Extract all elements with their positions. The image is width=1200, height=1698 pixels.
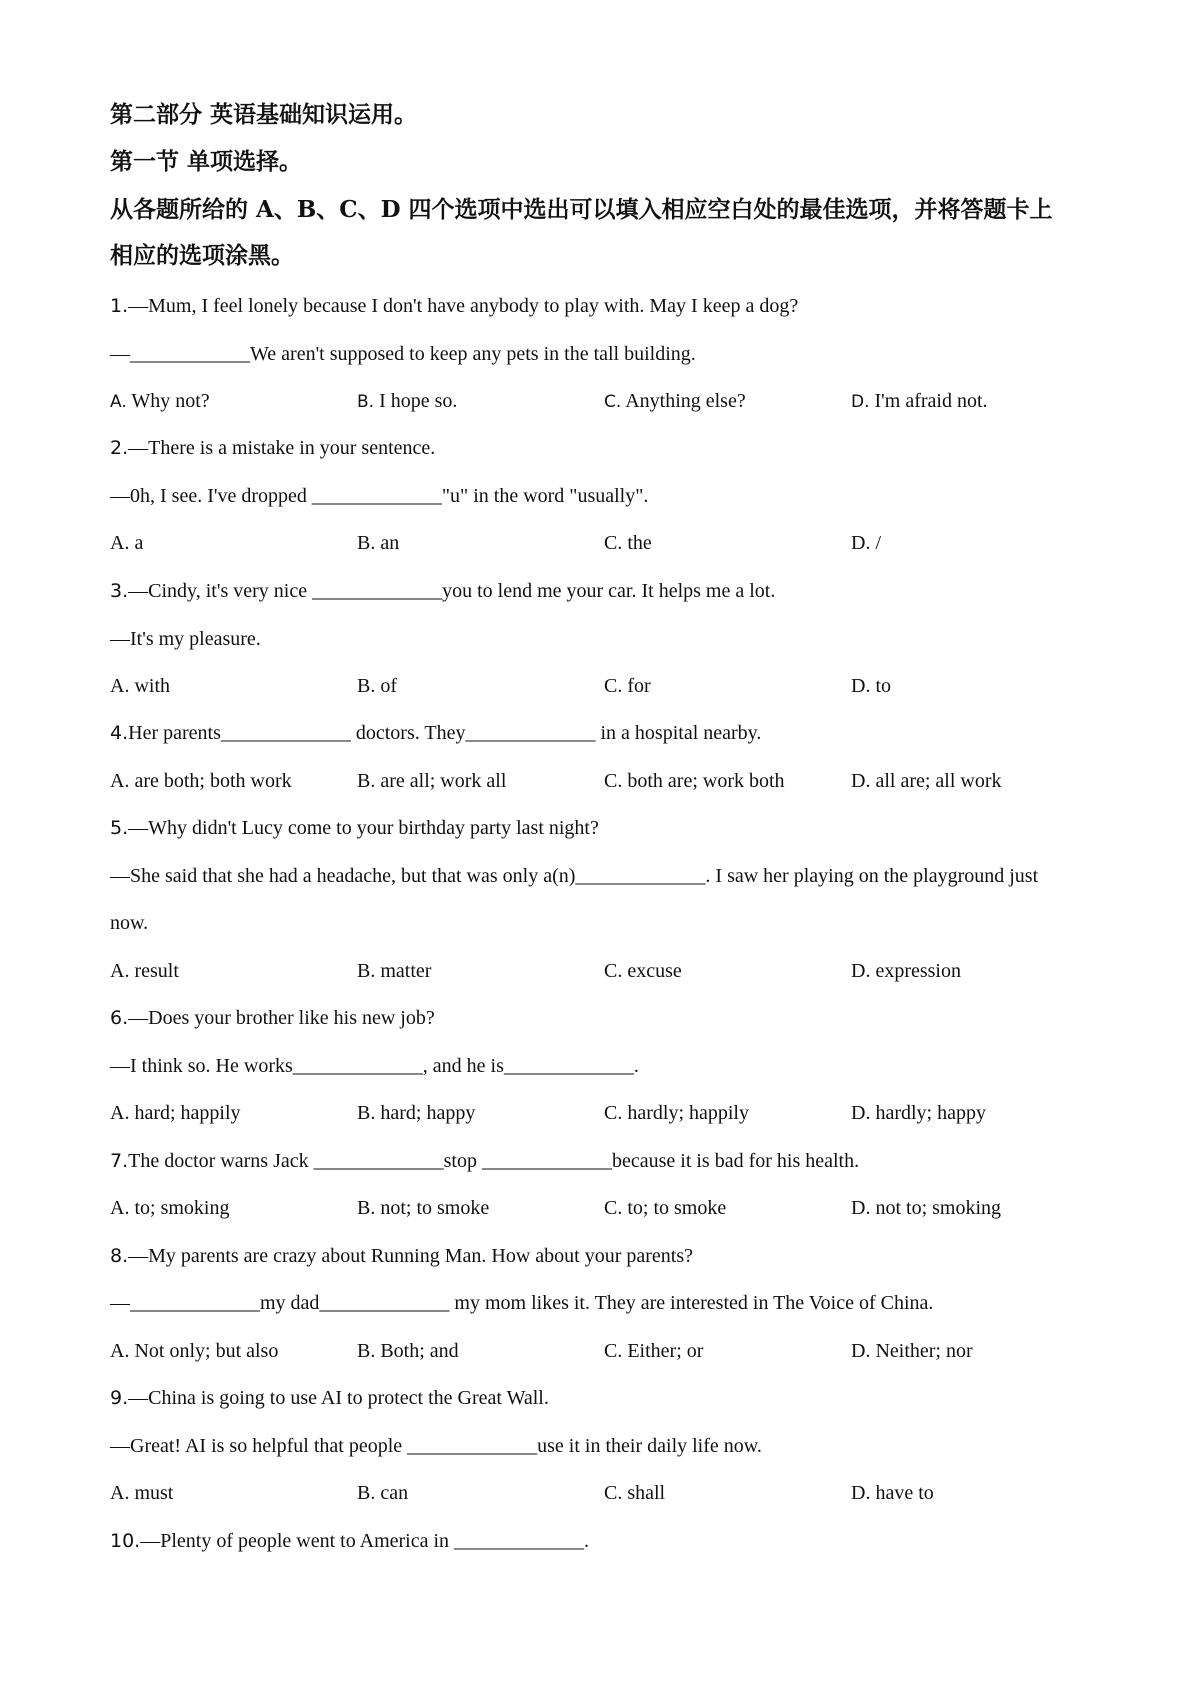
question-1-line-2: —____________We aren't supposed to keep any pets in the tall building.: [110, 343, 696, 365]
question-9-line-1: [110, 1384, 549, 1412]
question-text: —Cindy, it's very nice _____________you to lend me your car. It helps me a lot.: [128, 580, 776, 602]
option-b[interactable]: B. I hope so.: [357, 390, 458, 412]
option-c[interactable]: C. excuse: [604, 960, 682, 982]
option-b[interactable]: B. are all; work all: [357, 770, 507, 792]
option-b[interactable]: B. an: [357, 532, 400, 554]
section-title: 第一节 单项选择。: [110, 149, 303, 175]
question-number: 5.: [110, 817, 129, 839]
question-text: —My parents are crazy about Running Man. How about your parents?: [128, 1245, 693, 1267]
question-6-line-2: —I think so. He works_____________, and he is_____________.: [110, 1055, 639, 1077]
question-3-line-2: —It's my pleasure.: [110, 628, 261, 650]
question-2-line-2: —0h, I see. I've dropped _____________"u" in the word "usually".: [110, 485, 649, 507]
question-5-line-3: now.: [110, 912, 149, 934]
question-text: —Does your brother like his new job?: [128, 1007, 435, 1029]
option-c[interactable]: C. hardly; happily: [604, 1102, 749, 1124]
question-10-line-1: [110, 1527, 589, 1555]
question-number: 1.: [110, 295, 129, 317]
option-d[interactable]: D. Neither; nor: [851, 1340, 973, 1362]
question-number: 10.: [110, 1530, 141, 1552]
option-d[interactable]: D. /: [851, 532, 882, 554]
question-8-line-1: [110, 1242, 693, 1270]
question-number: 6.: [110, 1007, 129, 1029]
part-title: 第二部分 英语基础知识运用。: [110, 102, 418, 128]
option-a[interactable]: A. are both; both work: [110, 770, 292, 792]
instruction-line-1: 从各题所给的 A、B、C、D 四个选项中选出可以填入相应空白处的最佳选项，并将答题卡上: [110, 196, 1053, 223]
option-a[interactable]: A. a: [110, 532, 144, 554]
question-6-line-1: [110, 1004, 435, 1032]
option-c[interactable]: C. to; to smoke: [604, 1197, 727, 1219]
option-a[interactable]: A. Why not?: [110, 390, 210, 412]
question-9-line-2: —Great! AI is so helpful that people _____________use it in their daily life now.: [110, 1435, 762, 1457]
option-c[interactable]: C. the: [604, 532, 652, 554]
option-b[interactable]: B. can: [357, 1482, 409, 1504]
question-number: 7.: [110, 1150, 129, 1172]
option-a[interactable]: A. result: [110, 960, 179, 982]
instruction-line-2: 相应的选项涂黑。: [110, 242, 294, 269]
option-a[interactable]: A. must: [110, 1482, 174, 1504]
question-text: —Mum, I feel lonely because I don't have anybody to play with. May I keep a dog?: [128, 295, 799, 317]
option-b[interactable]: B. of: [357, 675, 398, 697]
question-number: 2.: [110, 437, 129, 459]
question-text: —Plenty of people went to America in _____________.: [140, 1530, 590, 1552]
option-b[interactable]: B. not; to smoke: [357, 1197, 490, 1219]
question-text: —Why didn't Lucy come to your birthday party last night?: [128, 817, 599, 839]
question-text: —China is going to use AI to protect the Great Wall.: [128, 1387, 549, 1409]
option-d[interactable]: D. to: [851, 675, 892, 697]
option-c[interactable]: C. for: [604, 675, 651, 697]
question-number: 8.: [110, 1245, 129, 1267]
question-number: 3.: [110, 580, 129, 602]
question-8-line-2: —_____________my dad_____________ my mom likes it. They are interested in The Voice of China.: [110, 1292, 934, 1314]
question-text: Her parents_____________ doctors. They_____________ in a hospital nearby.: [128, 722, 762, 744]
question-number: 9.: [110, 1387, 129, 1409]
question-2-line-1: [110, 434, 435, 462]
option-a[interactable]: A. to; smoking: [110, 1197, 230, 1219]
question-5-line-1: [110, 814, 599, 842]
option-c[interactable]: C. Either; or: [604, 1340, 704, 1362]
option-d[interactable]: D. hardly; happy: [851, 1102, 986, 1124]
option-b[interactable]: B. Both; and: [357, 1340, 459, 1362]
option-d[interactable]: D. expression: [851, 960, 961, 982]
option-d[interactable]: D. not to; smoking: [851, 1197, 1002, 1219]
option-c[interactable]: C. both are; work both: [604, 770, 785, 792]
question-text: The doctor warns Jack _____________stop _____________because it is bad for his health.: [128, 1150, 860, 1172]
option-b[interactable]: B. matter: [357, 960, 432, 982]
question-3-line-1: [110, 577, 775, 605]
question-number: 4.: [110, 722, 129, 744]
option-c[interactable]: C. Anything else?: [604, 390, 746, 412]
question-4-line-1: [110, 719, 761, 747]
option-d[interactable]: D. have to: [851, 1482, 934, 1504]
option-b[interactable]: B. hard; happy: [357, 1102, 476, 1124]
question-text: —There is a mistake in your sentence.: [128, 437, 436, 459]
option-d[interactable]: D. I'm afraid not.: [851, 390, 988, 412]
question-5-line-2: —She said that she had a headache, but that was only a(n)_____________. I saw her playing on the playground just: [110, 865, 1039, 887]
option-a[interactable]: A. hard; happily: [110, 1102, 241, 1124]
question-7-line-1: [110, 1147, 859, 1175]
option-c[interactable]: C. shall: [604, 1482, 666, 1504]
option-a[interactable]: A. with: [110, 675, 171, 697]
option-a[interactable]: A. Not only; but also: [110, 1340, 279, 1362]
question-1-line-1: [110, 292, 798, 320]
option-d[interactable]: D. all are; all work: [851, 770, 1002, 792]
